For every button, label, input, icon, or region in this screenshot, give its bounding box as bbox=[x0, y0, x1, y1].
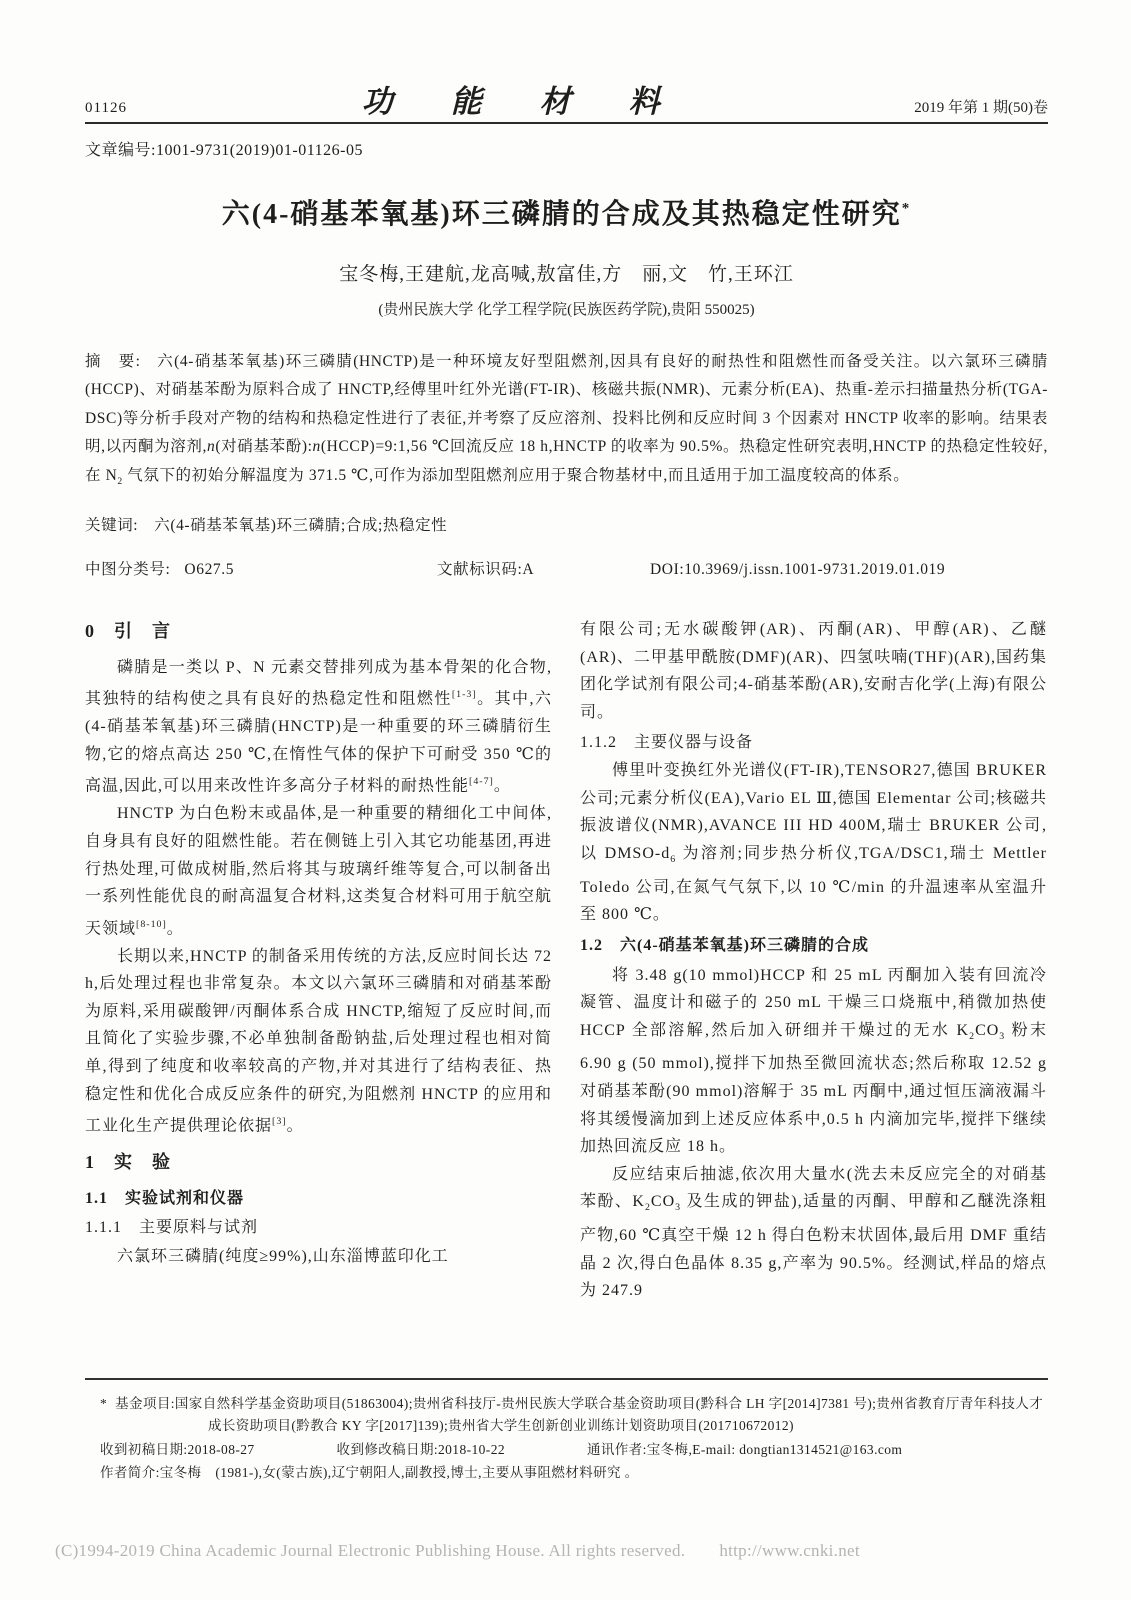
copyright-text: (C)1994-2019 China Academic Journal Electronic Publishing House. All rights reserved. bbox=[55, 1541, 686, 1560]
copyright-notice bbox=[55, 1541, 860, 1561]
page-header bbox=[85, 0, 1048, 117]
clc-label: 中图分类号: bbox=[85, 560, 171, 578]
clc-group bbox=[85, 556, 437, 585]
issue-info: 2019 年第 1 期(50)卷 bbox=[914, 100, 1048, 116]
section-heading-1-1-2: 1.1.2 主要仪器与设备 bbox=[580, 733, 754, 751]
body-columns bbox=[85, 616, 1048, 1364]
section-heading-1-1-1: 1.1.1 主要原料与试剂 bbox=[85, 1219, 259, 1237]
section-heading-1-2: 1.2 六(4-硝基苯氧基)环三磷腈的合成 bbox=[580, 936, 869, 954]
section-heading-1: 1 实 验 bbox=[85, 1152, 171, 1173]
page-content bbox=[85, 0, 1048, 1364]
column-right bbox=[580, 616, 1047, 1364]
doi: DOI:10.3969/j.issn.1001-9731.2019.01.019 bbox=[650, 560, 946, 578]
abstract bbox=[85, 348, 1048, 497]
footnote-dates-row bbox=[85, 1439, 1048, 1461]
footnote-block bbox=[85, 1378, 1048, 1484]
footnote-received-date: 收到初稿日期:2018-08-27 bbox=[100, 1442, 255, 1457]
clc-value: O627.5 bbox=[184, 560, 235, 578]
paper-title bbox=[85, 198, 1048, 232]
footnote-corresponding-author: 通讯作者:宝冬梅,E-mail: dongtian1314521@163.com bbox=[587, 1442, 903, 1457]
footnote-author-bio: 作者简介:宝冬梅 (1981-),女(蒙古族),辽宁朝阳人,副教授,博士,主要从事阻燃材料研究 。 bbox=[100, 1465, 639, 1480]
authors: 宝冬梅,王建航,龙高喊,敖富佳,方 丽,文 竹,王环江 bbox=[339, 263, 794, 285]
affiliation: (贵州民族大学 化学工程学院(民族医药学院),贵阳 550025) bbox=[378, 301, 755, 318]
paragraph: 长期以来,HNCTP 的制备采用传统的方法,反应时间长达 72 h,后处理过程也非常复杂。本文以六氯环三磷腈和对硝基苯酚为原料,采用碳酸钾/丙酮体系合成 HNCTP,缩短了反应时间,而且简化了实验步骤,不必单独制备酚钠盐,后处理过程也相对简单,得到了纯度和收率较高的产物,并对其进行了结构表征、热稳定性和优化合成反应条件的研究,为阻燃剂 HNCTP 的应用和工业化生产提供理论依据[3]。 bbox=[85, 947, 552, 1135]
keywords bbox=[85, 512, 1048, 541]
footnote-marker: * bbox=[100, 1396, 108, 1411]
section-heading-0: 0 引 言 bbox=[85, 621, 171, 642]
paragraph: 磷腈是一类以 P、N 元素交替排列成为基本骨架的化合物,其独特的结构使之具有良好的热稳定性和阻燃性[1-3]。其中,六(4-硝基苯氧基)环三磷腈(HNCTP)是一种重要的环三磷腈衍生物,它的熔点高达 250 ℃,在惰性气体的保护下可耐受 350 ℃的高温,因此,可以用来改性许多高分子材料的耐热性能[4-7]。 bbox=[85, 658, 552, 795]
column-left bbox=[85, 616, 552, 1364]
article-id: 文章编号:1001-9731(2019)01-01126-05 bbox=[85, 142, 363, 159]
paragraph: 反应结束后抽滤,依次用大量水(洗去未反应完全的对硝基苯酚、$K_2CO_3$ 及生成的钾盐),适量的丙酮、甲醇和乙醚洗涤粗产物,60 ℃真空干燥 12 h 得白色粉末状固体,最后用 DMF 重结晶 2 次,得白色晶体 8.35 g,产率为 90.5%。经测试,样品的熔点为 247.9 bbox=[580, 1165, 1047, 1300]
abstract-text: 六(4-硝基苯氧基)环三磷腈(HNCTP)是一种环境友好型阻燃剂,因具有良好的耐热性和阻燃性而备受关注。以六氯环三磷腈(HCCP)、对硝基苯酚为原料合成了 HNCTP,经傅里叶红外光谱(FT-IR)、核磁共振(NMR)、元素分析(EA)、热重-差示扫描量热分析(TGA-DSC)等分析手段对产物的结构和热稳定性进行了表征,并考察了反应溶剂、投料比例和反应时间 3 个因素对 HNCTP 收率的影响。结果表明,以丙酮为溶剂,n(对硝基苯酚):n(HCCP)=9:1,56 ℃回流反应 18 h,HNCTP 的收率为 90.5%。热稳定性研究表明,HNCTP 的热稳定性较好,在 $N_2$ 气氛下的初始分解温度为 371.5 ℃,可作为添加型阻燃剂应用于聚合物基材中,而且适用于加工温度较高的体系。 bbox=[85, 352, 1048, 487]
footnote-fund bbox=[85, 1393, 1048, 1437]
abstract-label: 摘 要: bbox=[85, 352, 141, 370]
classification-line bbox=[85, 556, 1048, 585]
paper-title-text: 六(4-硝基苯氧基)环三磷腈的合成及其热稳定性研究 bbox=[221, 199, 902, 230]
title-footnote-marker: * bbox=[901, 200, 912, 217]
paragraph: HNCTP 为白色粉末或晶体,是一种重要的精细化工中间体,自身具有良好的阻燃性能。若在侧链上引入其它功能基团,再进行热处理,可做成树脂,然后将其与玻璃纤维等复合,可以制备出一系列性能优良的耐高温复合材料,这类复合材料可用于航空航天领域[8-10]。 bbox=[85, 805, 552, 938]
section-heading-1-1: 1.1 实验试剂和仪器 bbox=[85, 1189, 245, 1207]
journal-name: 功能材料 bbox=[361, 84, 718, 119]
footnote-fund-text: 基金项目:国家自然科学基金资助项目(51863004);贵州省科技厅-贵州民族大学联合基金资助项目(黔科合 LH 字[2014]7381 号);贵州省教育厅青年科技人才成长资助项目(黔教合 KY 字[2017]139);贵州省大学生创新创业训练计划资助项目(201710672012) bbox=[115, 1396, 1044, 1433]
keywords-label: 关键词: bbox=[85, 516, 139, 534]
copyright-url: http://www.cnki.net bbox=[719, 1541, 860, 1560]
page-number: 01126 bbox=[85, 100, 127, 116]
paragraph: 将 3.48 g(10 mmol)HCCP 和 25 mL 丙酮加入装有回流冷凝管、温度计和磁子的 250 mL 干燥三口烧瓶中,稍微加热使 HCCP 全部溶解,然后加入研细并干燥过的无水 $K_2CO_3$ 粉末 6.90 g (50 mmol),搅拌下加热至微回流状态;然后称取 12.52 g 对硝基苯酚(90 mmol)溶解于 35 mL 丙酮中,通过恒压滴液漏斗将其缓慢滴加到上述反应体系中,0.5 h 内滴加完毕,搅拌下继续加热回流反应 18 h。 bbox=[580, 966, 1047, 1156]
paragraph: 有限公司;无水碳酸钾(AR)、丙酮(AR)、甲醇(AR)、乙醚(AR)、二甲基甲酰胺(DMF)(AR)、四氢呋喃(THF)(AR),国药集团化学试剂有限公司;4-硝基苯酚(AR),安耐吉化学(上海)有限公司。 bbox=[580, 621, 1047, 721]
footnote-revised-date: 收到修改稿日期:2018-10-22 bbox=[336, 1442, 505, 1457]
header-divider bbox=[85, 122, 1048, 124]
paragraph: 六氯环三磷腈(纯度≥99%),山东淄博蓝印化工 bbox=[117, 1247, 449, 1265]
paragraph: 傅里叶变换红外光谱仪(FT-IR),TENSOR27,德国 BRUKER 公司;元素分析仪(EA),Vario EL Ⅲ,德国 Elementar 公司;核磁共振波谱仪(NMR),AVANCE III HD 400M,瑞士 BRUKER 公司,以 DMSO-$d_6$ 为溶剂;同步热分析仪,TGA/DSC1,瑞士 Mettler Toledo 公司,在氮气气氛下,以 10 ℃/min 的升温速率从室温升至 800 ℃。 bbox=[580, 762, 1047, 924]
document-code: 文献标识码:A bbox=[437, 560, 535, 578]
keywords-text: 六(4-硝基苯氧基)环三磷腈;合成;热稳定性 bbox=[154, 516, 448, 534]
